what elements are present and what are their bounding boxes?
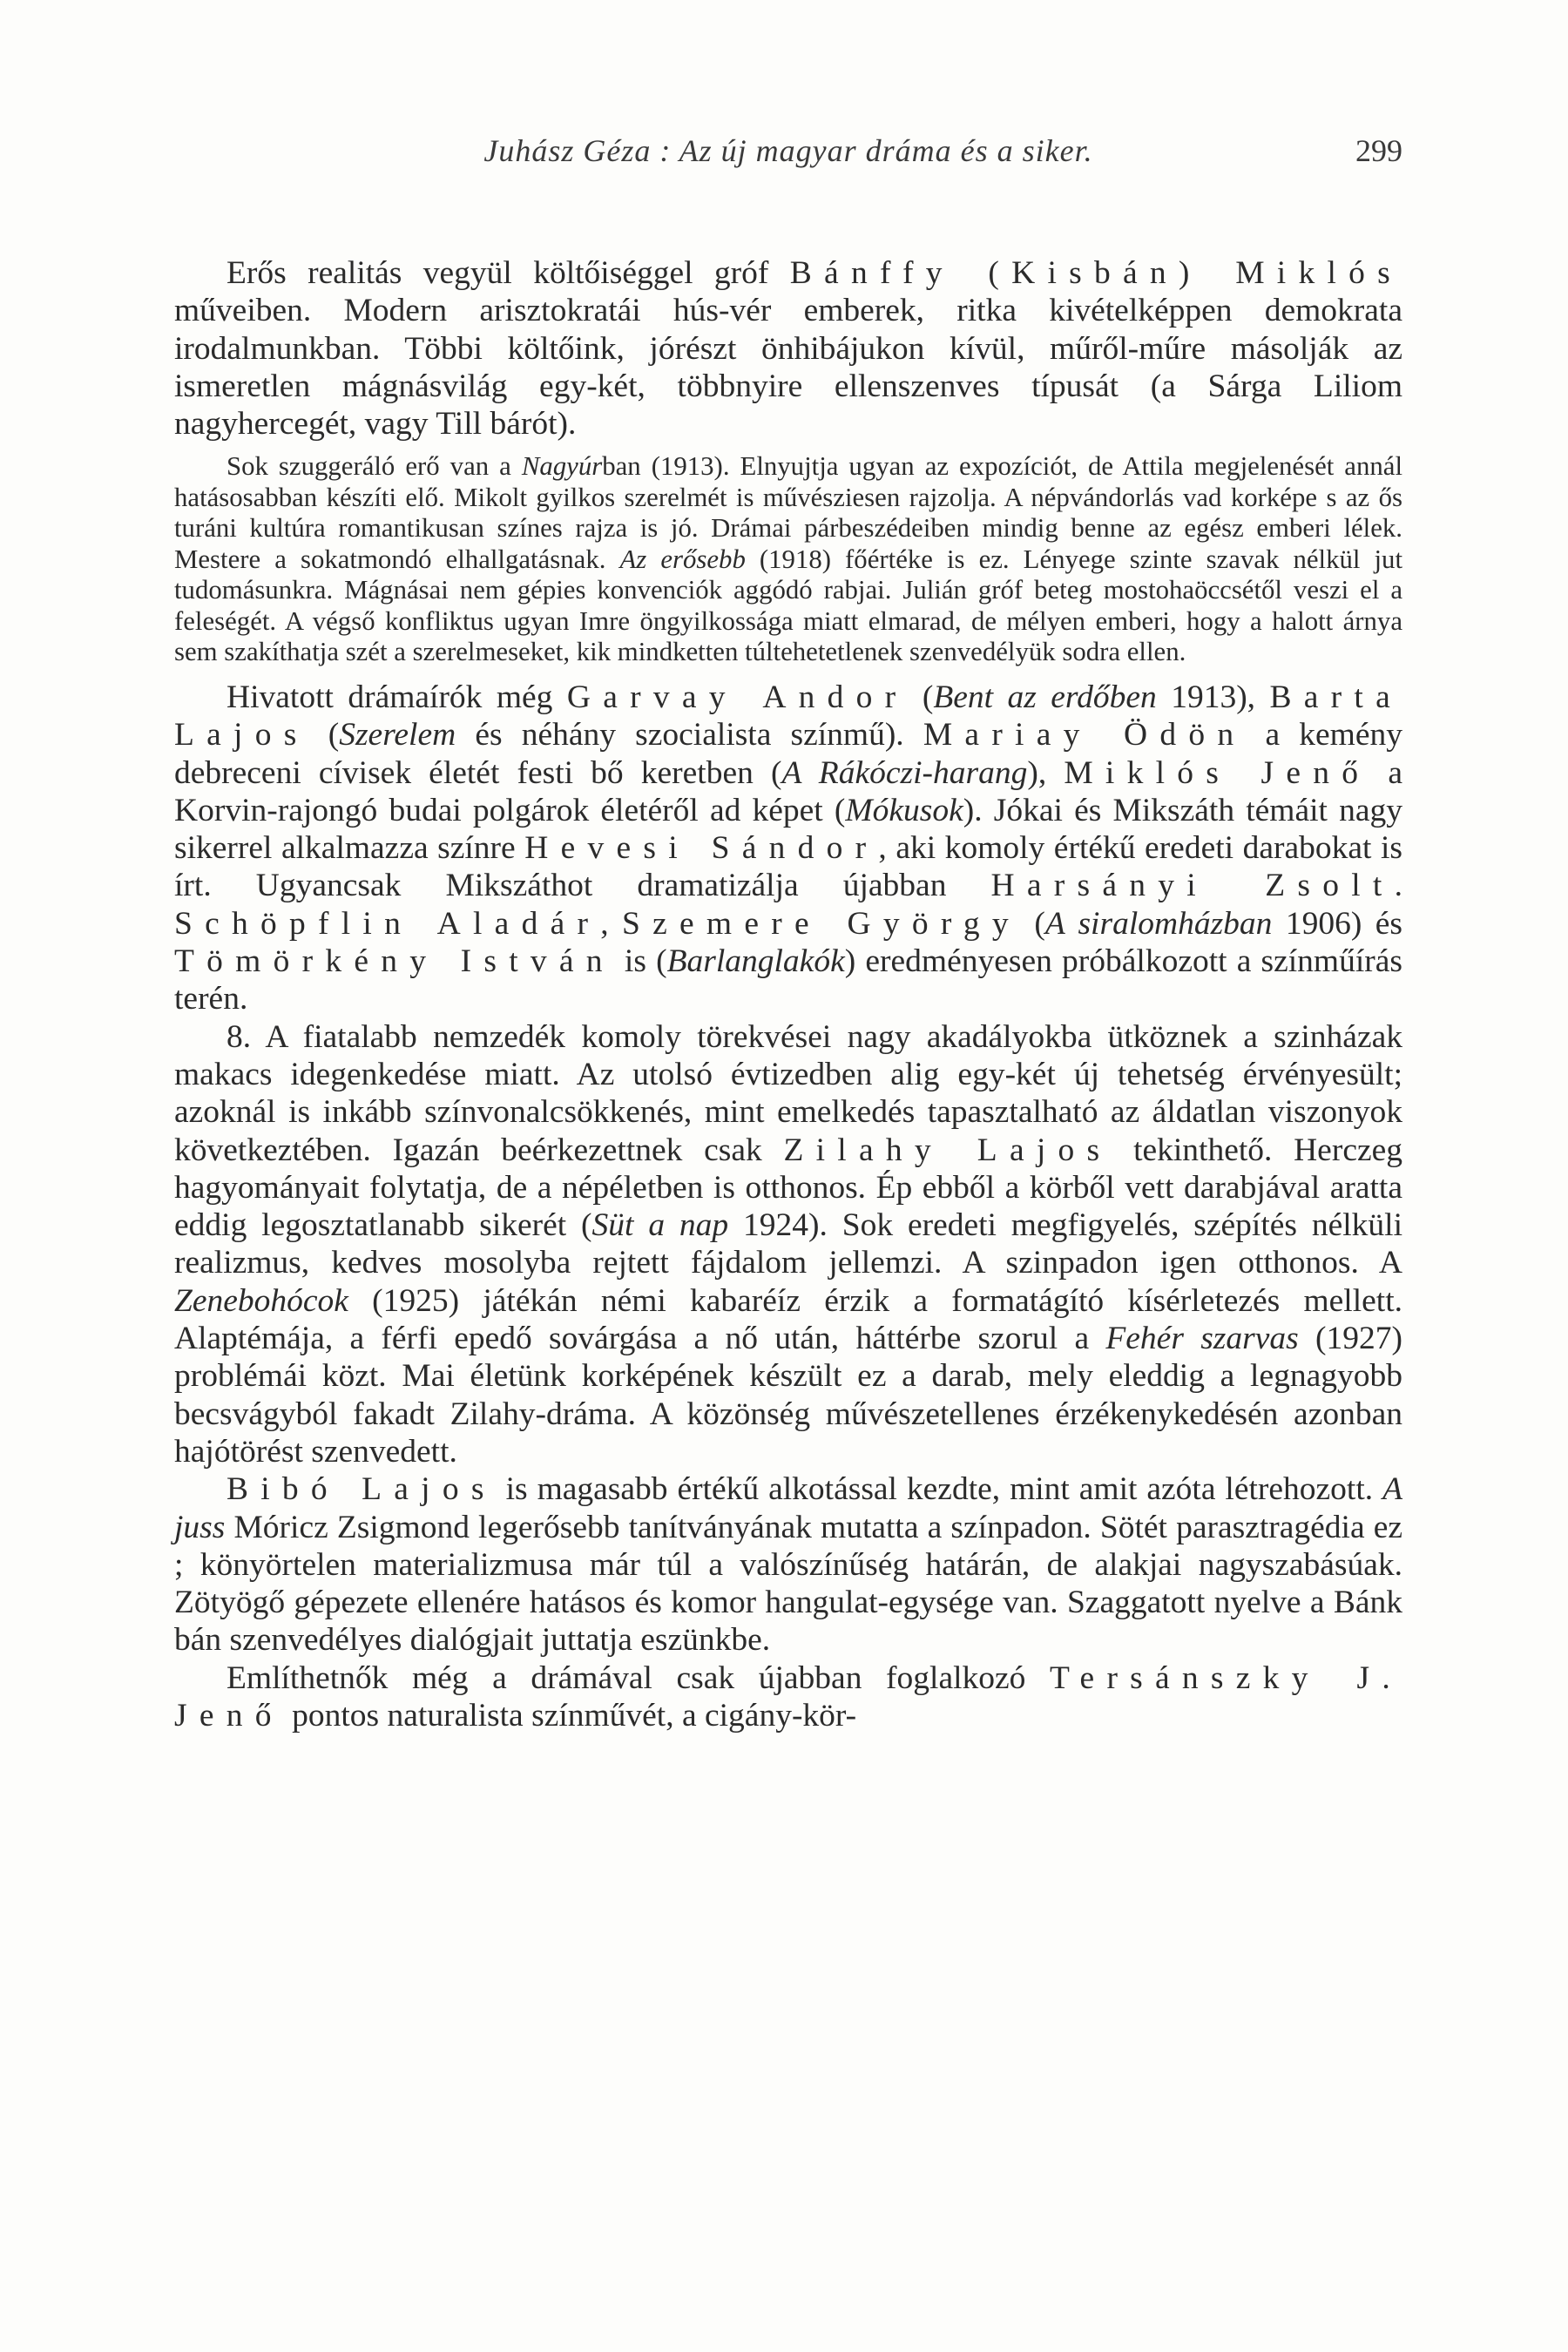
author-name: Hevesi Sándor <box>524 830 879 867</box>
paragraph-bibo: Bibó Lajos is magasabb értékű alkotással kezdte, mint amit azóta létrehozott. A juss Móricz Zsigmond legerősebb tanítványának mutatta a színpadon. Sötét parasztragédia ez ; könyörtelen materializmusa már túl a valószínűség határán, de alakjai nagyszabásúak. Zötyögő gépezete ellenére hatásos és komor hangulat-egysége van. Szaggatott nyelve a Bánk bán szenvedélyes dialógjait juttatja eszünkbe. <box>174 1471 1402 1659</box>
author-name: Bibó Lajos <box>226 1471 497 1508</box>
work-title: A Rákóczi-harang <box>781 754 1028 791</box>
work-title: Az erősebb <box>619 544 746 574</box>
author-name: Szemere György <box>622 905 1021 942</box>
work-title: A siralomházban <box>1044 905 1273 942</box>
paragraph-nagyur: Sok szuggeráló erő van a Nagyúrban (1913). Elnyujtja ugyan az expozíciót, de Attila megjelenését annál hatásosabban készíti elő. Mikolt gyilkos szerelmét is művésziesen rajzolja. A népvándorlás vad korképe s az ős turáni kultúra romantikusan színes rajza is jó. Drámai párbeszédeiben mindig benne az egész emberi lélek. Mestere a sokatmondó elhallgatásnak. Az erősebb (1918) főértéke is ez. Lényege szinte szavak nélkül jut tudomásunkra. Mágnásai nem gépies konvenciók aggódó rabjai. Julián gróf beteg mostohaöccsétől veszi el a feleségét. A végső konfliktus ugyan Imre öngyilkossága miatt elmarad, de mélyen emberi, hogy a halott árnya sem szakíthatja szét a szerelmeseket, kik mindketten túltehetetlenek szenvedélyük sodra ellen. <box>174 451 1403 667</box>
author-name: Schöpflin Aladár <box>174 905 601 942</box>
work-title: Bent az erdőben <box>933 679 1157 715</box>
work-title: Nagyúr <box>521 451 603 482</box>
author-name: Zilahy Lajos <box>783 1132 1112 1168</box>
paragraph-young-generation: 8. A fiatalabb nemzedék komoly törekvései nagy akadályokba ütköznek a szinházak makacs idegenkedése miatt. Az utolsó évtizedben alig egy-két új tehetség érvényesült; azoknál is inkább színvonalcsökkenés, mint emelkedés tapasztalható az áldatlan viszonyok következtében. Igazán beérkezettnek csak Zilahy Lajos tekinthető. Herczeg hagyományait folytatja, de a népéletben is otthonos. Ép ebből a körből vett darabjával aratta eddig legosztatlanabb sikerét (Süt a nap 1924). Sok eredeti megfigyelés, szépítés nélküli realizmus, kedves mosolyba rejtett fájdalom jellemzi. A szinpadon igen otthonos. A Zenebohócok (1925) játékán némi kabaréíz érzik a formatágító kísérletezés mellett. Alaptémája, a férfi epedő sovárgása a nő után, háttérbe szorul a Fehér szarvas (1927) problémái közt. Mai életünk korképének készült ez a darab, mely eleddig a legnagyobb becsvágyból fakadt Zilahy-dráma. A közönség művészetellenes érzékenykedésén azonban hajótörést szenvedett. <box>174 1018 1402 1470</box>
running-head: Juhász Géza : Az új magyar dráma és a siker. <box>483 133 1093 168</box>
paragraph-dramatists: Hivatott drámaírók még Garvay Andor (Bent az erdőben 1913), Barta Lajos (Szerelem és néhány szocialista színmű). Mariay Ödön a kemény debreceni cívisek életét festi bő keretben (A Rákóczi-harang), Miklós Jenő a Korvin-rajongó budai polgárok életéről ad képet (Mókusok). Jókai és Mikszáth témáit nagy sikerrel alkalmazza színre Hevesi Sándor, aki komoly értékű eredeti darabokat is írt. Ugyancsak Mikszáthot dramatizálja újabban Harsányi Zsolt. Schöpflin Aladár, Szemere György (A siralomházban 1906) és Tömörkény István is (Barlanglakók) eredményesen próbálkozott a színműírás terén. <box>174 679 1403 1017</box>
work-title: Mókusok <box>845 792 963 828</box>
page-header <box>174 132 1402 185</box>
paragraph-tersanszky: Említhetnők még a drámával csak újabban foglalkozó Tersánszky J. Jenő pontos naturalista színművét, a cigány-kör- <box>174 1659 1402 1734</box>
work-title: Barlanglakók <box>666 943 845 980</box>
author-name: Tömörkény István <box>174 943 615 980</box>
work-title: Fehér szarvas <box>1105 1321 1299 1357</box>
author-name: Barta Lajos <box>174 679 1402 754</box>
author-name: Tersánszky J. Jenő <box>174 1659 1402 1734</box>
paragraph-banffy: Erős realitás vegyül költőiséggel gróf Bánffy (Kisbán) Miklós műveiben. Modern arisztokratái hús-vér emberek, ritka kivételképpen demokrata irodalmunkban. Többi költőink, jórészt önhibájukon kívül, műről-műre másolják az ismeretlen mágnásvilág egy-két, többnyire ellenszenves típusát (a Sárga Liliom nagyhercegét, vagy Till bárót). <box>174 255 1402 443</box>
page-number: 299 <box>1355 133 1402 168</box>
work-title: A juss <box>174 1471 1402 1545</box>
author-name: Bánffy (Kisbán) Miklós <box>789 255 1402 291</box>
body-text <box>174 254 1402 1734</box>
author-name: Garvay Andor <box>566 679 909 715</box>
author-name: Miklós Jenő <box>1064 754 1371 791</box>
work-title: Zenebohócok <box>174 1282 348 1319</box>
author-name: Mariay Ödön <box>923 717 1247 754</box>
author-name: Harsányi Zsolt <box>990 868 1395 904</box>
work-title: Süt a nap <box>591 1207 729 1244</box>
work-title: Szerelem <box>339 717 456 754</box>
